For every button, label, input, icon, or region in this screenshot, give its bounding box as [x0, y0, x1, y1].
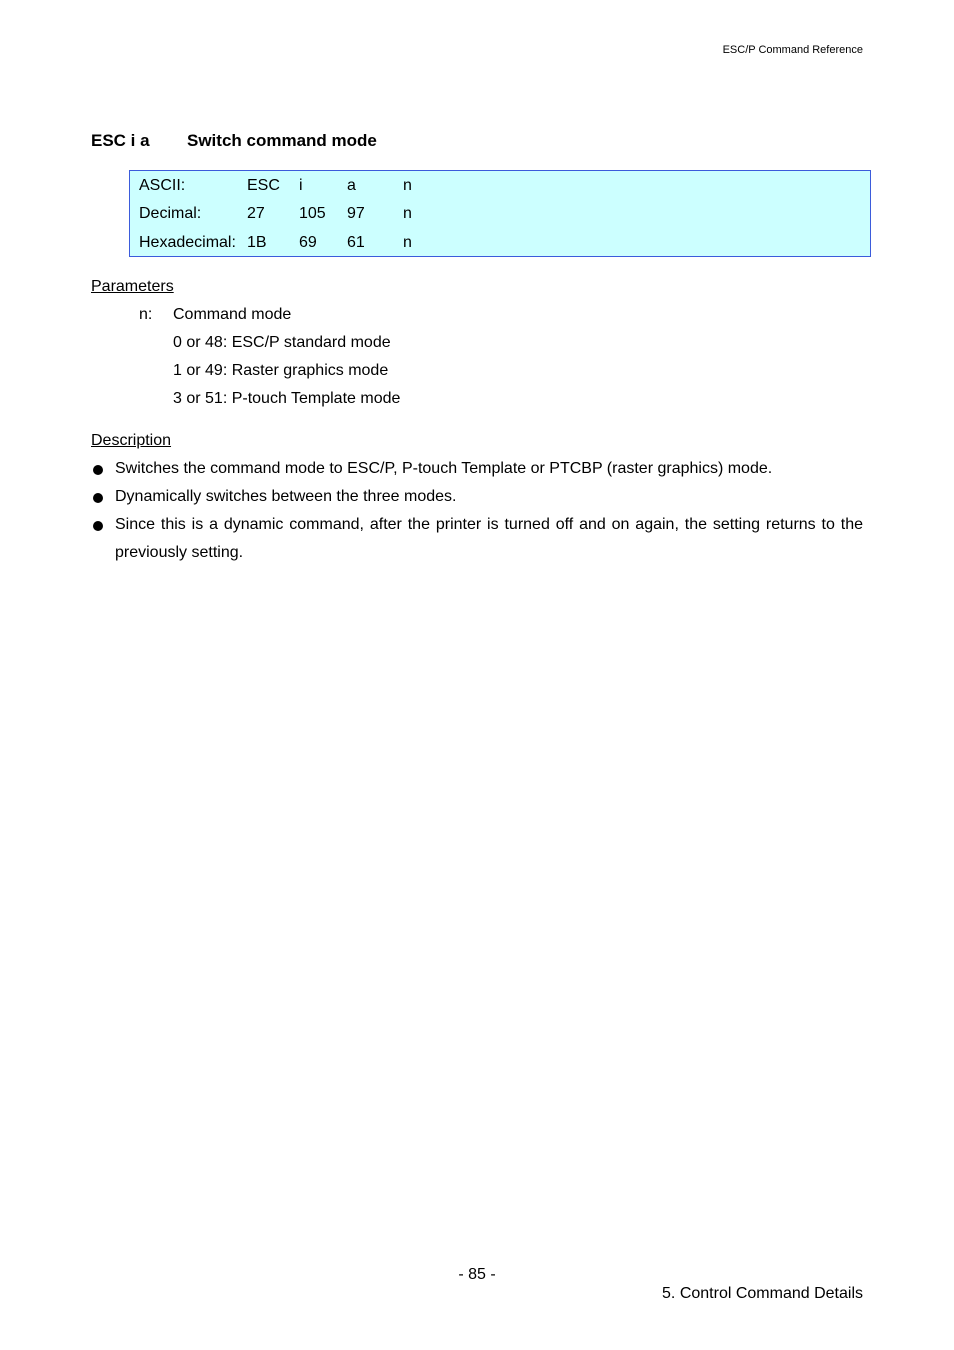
byte-2: i [299, 177, 303, 194]
chapter-footer: 5. Control Command Details [662, 1285, 863, 1302]
list-item-text: Since this is a dynamic command, after the printer is turned off and on again, the setting returns to the [115, 516, 863, 533]
byte-1: 27 [247, 205, 265, 222]
description-heading: Description [91, 432, 172, 449]
byte-4: n [403, 234, 412, 251]
param-option: 1 or 49: Raster graphics mode [173, 362, 389, 379]
parameters-heading: Parameters [91, 278, 174, 295]
byte-2: 69 [299, 234, 317, 251]
command-name: ESC i a [91, 131, 150, 150]
list-item-text: previously setting. [115, 544, 244, 561]
bullet-icon [93, 521, 103, 531]
section-title [91, 131, 377, 151]
page-number: - 85 - [458, 1266, 496, 1283]
param-description: Command mode [173, 306, 292, 323]
byte-1: 1B [247, 234, 267, 251]
byte-3: 97 [347, 205, 365, 222]
row-label: Hexadecimal: [139, 234, 236, 251]
command-title: Switch command mode [187, 131, 377, 150]
byte-1: ESC [247, 177, 280, 194]
bullet-icon [93, 465, 103, 475]
running-header: ESC/P Command Reference [722, 44, 863, 56]
param-option: 0 or 48: ESC/P standard mode [173, 334, 391, 351]
bullet-icon [93, 493, 103, 503]
byte-2: 105 [299, 205, 326, 222]
row-label: Decimal: [139, 205, 202, 222]
byte-4: n [403, 205, 412, 222]
command-sequence-box [129, 170, 871, 257]
list-item-text: Dynamically switches between the three modes. [115, 488, 457, 505]
row-label: ASCII: [139, 177, 186, 194]
list-item-text: Switches the command mode to ESC/P, P-touch Template or PTCBP (raster graphics) mode. [115, 460, 773, 477]
byte-4: n [403, 177, 412, 194]
param-name: n: [139, 306, 153, 323]
byte-3: 61 [347, 234, 365, 251]
byte-3: a [347, 177, 356, 194]
param-option: 3 or 51: P-touch Template mode [173, 390, 401, 407]
